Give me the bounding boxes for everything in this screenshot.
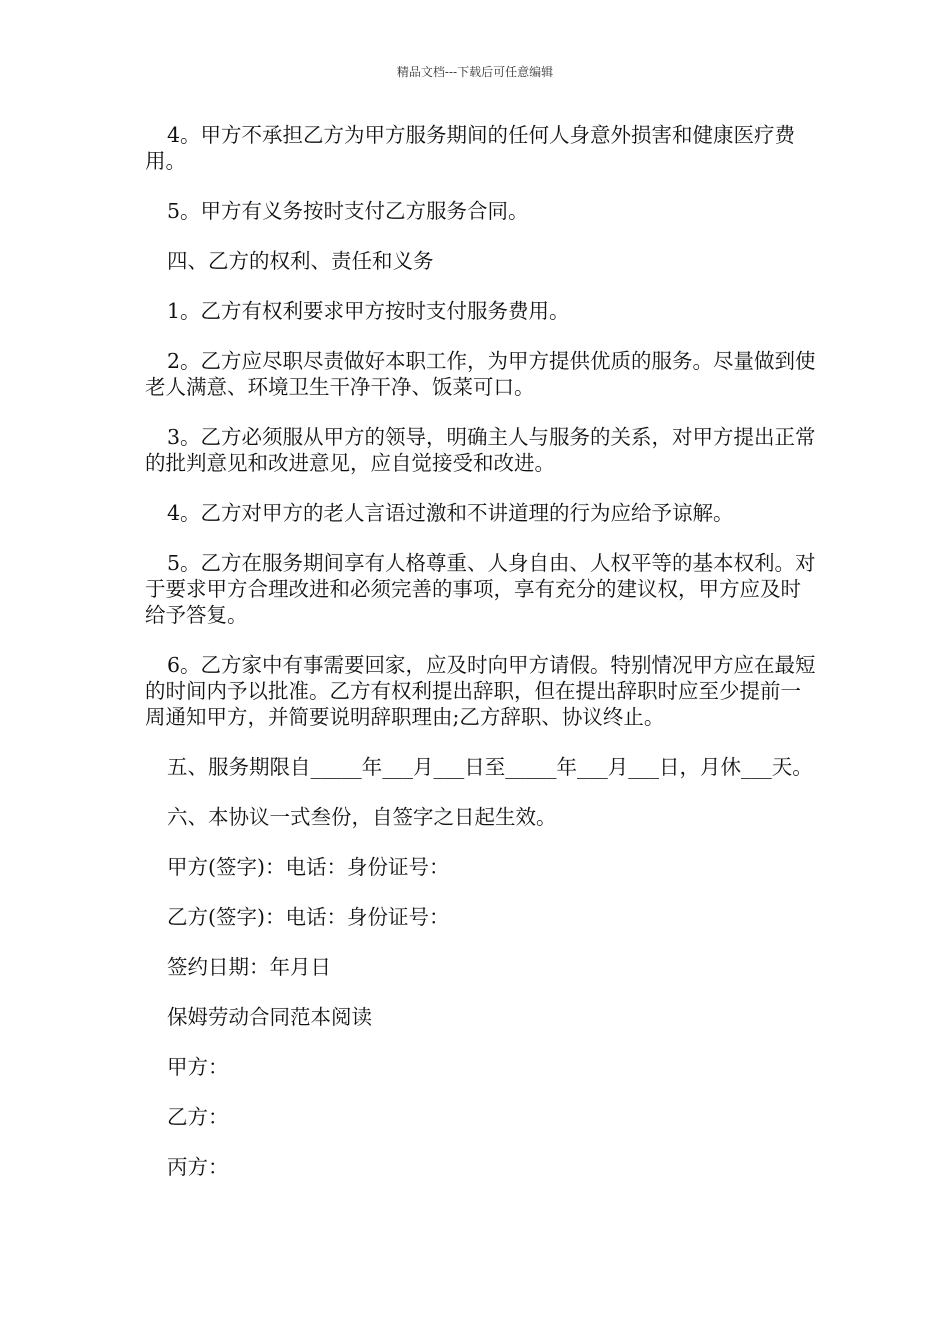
paragraph-clause-5-party-b: 5。乙方在服务期间享有人格尊重、人身自由、人权平等的基本权利。对于要求甲方合理改进和必须完善的事项，享有充分的建议权，甲方应及时给予答复。 bbox=[145, 551, 816, 627]
party-b-line: 乙方： bbox=[167, 1105, 229, 1129]
paragraph-clause-4-party-b: 4。乙方对甲方的老人言语过激和不讲道理的行为应给予谅解。 bbox=[167, 501, 734, 525]
signature-line-party-b: 乙方(签字)：电话：身份证号： bbox=[167, 905, 450, 929]
party-a-line: 甲方： bbox=[167, 1055, 229, 1079]
paragraph-clause-3-party-b: 3。乙方必须服从甲方的领导，明确主人与服务的关系，对甲方提出正常的批判意见和改进意见，应自觉接受和改进。 bbox=[145, 425, 816, 475]
signature-line-party-a: 甲方(签字)：电话：身份证号： bbox=[167, 855, 450, 879]
paragraph-clause-2-party-b: 2。乙方应尽职尽责做好本职工作，为甲方提供优质的服务。尽量做到使老人满意、环境卫生干净干净、饭菜可口。 bbox=[145, 349, 816, 399]
party-c-line: 丙方： bbox=[167, 1155, 229, 1179]
paragraph-clause-4-party-a: 4。甲方不承担乙方为甲方服务期间的任何人身意外损害和健康医疗费用。 bbox=[145, 123, 796, 173]
page-header: 精品文档---下载后可任意编辑 bbox=[396, 65, 554, 79]
paragraph-clause-6-party-b: 6。乙方家中有事需要回家，应及时向甲方请假。特别情况甲方应在最短的时间内予以批准。乙方有权利提出辞职，但在提出辞职时应至少提前一周通知甲方，并简要说明辞职理由;乙方辞职、协议终止。 bbox=[145, 653, 816, 729]
signing-date-line: 签约日期：年月日 bbox=[167, 955, 331, 979]
section-service-period: 五、服务期限自_____年___月___日至_____年___月___日，月休___天。 bbox=[167, 755, 813, 779]
section-heading-party-b-rights: 四、乙方的权利、责任和义务 bbox=[167, 249, 434, 273]
document-subtitle: 保姆劳动合同范本阅读 bbox=[167, 1005, 372, 1029]
document-body bbox=[145, 122, 820, 1204]
section-agreement-copies: 六、本协议一式叁份，自签字之日起生效。 bbox=[167, 805, 557, 829]
paragraph-clause-1-party-b: 1。乙方有权利要求甲方按时支付服务费用。 bbox=[167, 299, 570, 323]
paragraph-clause-5-party-a: 5。甲方有义务按时支付乙方服务合同。 bbox=[167, 199, 529, 223]
